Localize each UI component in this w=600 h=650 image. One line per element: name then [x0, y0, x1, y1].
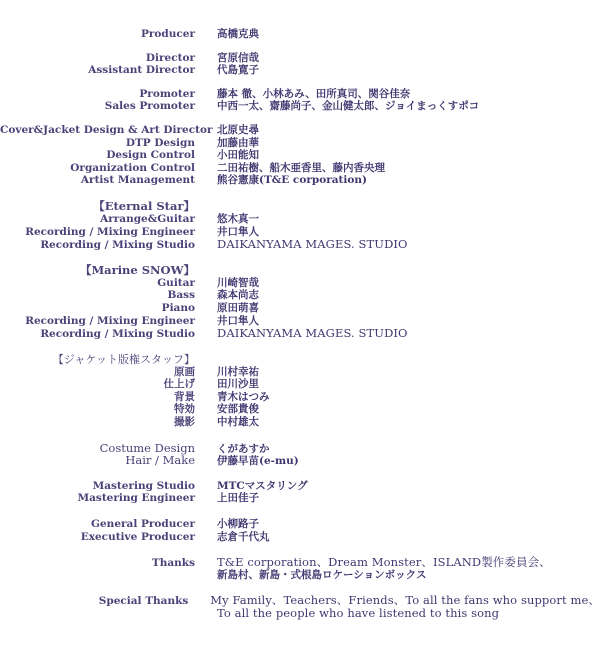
credit-row-shiage: [0, 378, 600, 391]
credit-row-special-thanks-cont: [0, 607, 600, 620]
credit-row-organization-control: [0, 162, 600, 175]
credit-label: Recording / Mixing Studio: [40, 239, 195, 252]
credit-value: To all the people who have listened to this song: [217, 606, 500, 620]
credit-label: Sales Promoter: [104, 100, 195, 113]
credit-label: Guitar: [157, 276, 195, 289]
credit-row-producer: [0, 28, 600, 41]
credit-value: 上田佳子: [217, 492, 259, 505]
credit-row-executive-producer: [0, 531, 600, 544]
credit-row-promoter: [0, 88, 600, 101]
credit-value: 高橋克典: [217, 28, 259, 40]
credit-value: My Family、Teachers、Friends、To all the fans who support me、: [210, 593, 600, 608]
credit-label: Thanks: [151, 557, 195, 570]
credit-label: Executive Producer: [80, 530, 195, 543]
credit-value: 安部貴俊: [217, 403, 259, 416]
credit-value: 北原史尋: [217, 123, 259, 136]
credit-value: 小柳路子: [217, 518, 259, 531]
credit-label: Costume Design: [99, 440, 195, 455]
credit-label: Hair / Make: [125, 453, 195, 468]
credit-value: 川村幸祐: [217, 365, 259, 378]
credit-label: Design Control: [106, 149, 195, 162]
credit-row-guitar: [0, 277, 600, 290]
credit-value: 青木はつみ: [217, 390, 270, 403]
credit-label: General Producer: [91, 518, 195, 531]
section-heading-eternal-star: 【Eternal Star】: [93, 198, 195, 213]
credit-label: Recording / Mixing Engineer: [25, 314, 195, 327]
credit-value: 代島寛子: [217, 64, 259, 77]
credit-label: Director: [145, 51, 195, 64]
credit-row-tokko: [0, 403, 600, 416]
credit-row-satsuei: [0, 416, 600, 429]
credit-value: 藤本 徹、小林あみ、田所真司、関谷佳奈: [217, 87, 411, 100]
credit-label: DTP Design: [125, 136, 195, 149]
credit-value: T&E corporation、Dream Monster、ISLAND製作委員会、: [217, 555, 551, 570]
credit-value: 原田萌喜: [217, 301, 259, 314]
credit-label: 背景: [174, 390, 195, 403]
credit-value: 志倉千代丸: [217, 530, 270, 543]
credit-label: Recording / Mixing Engineer: [25, 225, 195, 238]
credit-label: Mastering Engineer: [77, 492, 195, 505]
credit-value: DAIKANYAMA MAGES. STUDIO: [217, 237, 408, 252]
credit-value: 小田能知: [217, 149, 259, 162]
credit-label: Promoter: [139, 87, 195, 100]
credit-row-thanks: [0, 556, 600, 569]
credit-label: Cover&Jacket Design & Art Director: [0, 123, 213, 136]
credit-row-genga: [0, 366, 600, 379]
credit-value: 森本尚志: [217, 289, 259, 302]
credit-label: 仕上げ: [163, 378, 195, 391]
credit-row-recording-studio: [0, 327, 600, 340]
credit-row-cover-design: [0, 124, 600, 137]
credit-label: Piano: [161, 301, 195, 314]
credit-value: 中西一太、齋藤尚子、金山健太郎、ジョイまっくすポコ: [217, 100, 480, 113]
credit-value: 新島村、新島・式根島ロケーションボックス: [217, 568, 427, 581]
credit-value: 加藤由華: [217, 136, 259, 149]
credit-row-dtp-design: [0, 137, 600, 150]
credit-value: 井口隼人: [217, 225, 259, 238]
credits-list: [0, 28, 600, 620]
credit-row-assistant-director: [0, 64, 600, 77]
credit-label: 撮影: [174, 416, 195, 429]
section-heading-marine-snow: 【Marine SNOW】: [79, 262, 195, 277]
credit-value: 二田祐樹、船木亜香里、藤内香央理: [217, 161, 385, 174]
credit-label: Special Thanks: [98, 595, 189, 608]
credit-label: Artist Management: [80, 174, 195, 187]
credit-label: 特効: [174, 403, 195, 416]
credit-value: 田川沙里: [217, 378, 259, 391]
credit-row-hair-make: [0, 454, 600, 467]
credit-label: Recording / Mixing Studio: [40, 328, 195, 341]
credit-label: Mastering Studio: [92, 479, 195, 492]
credit-row-thanks-cont: [0, 569, 600, 582]
credit-value: 熊谷憲康(T&E corporation): [217, 174, 367, 187]
credit-row-director: [0, 52, 600, 65]
credit-row-haikei: [0, 391, 600, 404]
credit-value: 悠木真一: [217, 212, 259, 225]
credit-row-design-control: [0, 149, 600, 162]
credit-value: 宮原信哉: [217, 51, 259, 64]
credit-row-mastering-engineer: [0, 492, 600, 505]
credit-value: 井口隼人: [217, 314, 259, 327]
credit-row-piano: [0, 302, 600, 315]
credit-value: 中村雄太: [217, 416, 259, 429]
credit-label: Assistant Director: [88, 64, 195, 77]
credit-value: MTCマスタリング: [217, 479, 308, 492]
credit-label: Bass: [167, 289, 195, 302]
credit-row-sales-promoter: [0, 100, 600, 113]
credit-row-mastering-studio: [0, 480, 600, 493]
credit-row-bass: [0, 289, 600, 302]
credit-value: DAIKANYAMA MAGES. STUDIO: [217, 326, 408, 341]
credit-value: 伊藤早苗(e-mu): [217, 455, 299, 468]
credit-row-costume-design: [0, 442, 600, 455]
credit-label: Producer: [140, 28, 195, 40]
credit-value: くがあすか: [217, 442, 270, 455]
credit-value: 川崎智哉: [217, 276, 259, 289]
section-heading-jacket-staff: 【ジャケット版権スタッフ】: [52, 352, 195, 366]
credit-label: Arrange&Guitar: [100, 212, 195, 225]
credit-row-arrange-guitar: [0, 213, 600, 226]
credit-row-recording-studio: [0, 238, 600, 251]
credit-label: 原画: [174, 365, 195, 378]
credit-label: Organization Control: [70, 161, 195, 174]
credit-row-general-producer: [0, 518, 600, 531]
credit-row-artist-management: [0, 174, 600, 187]
